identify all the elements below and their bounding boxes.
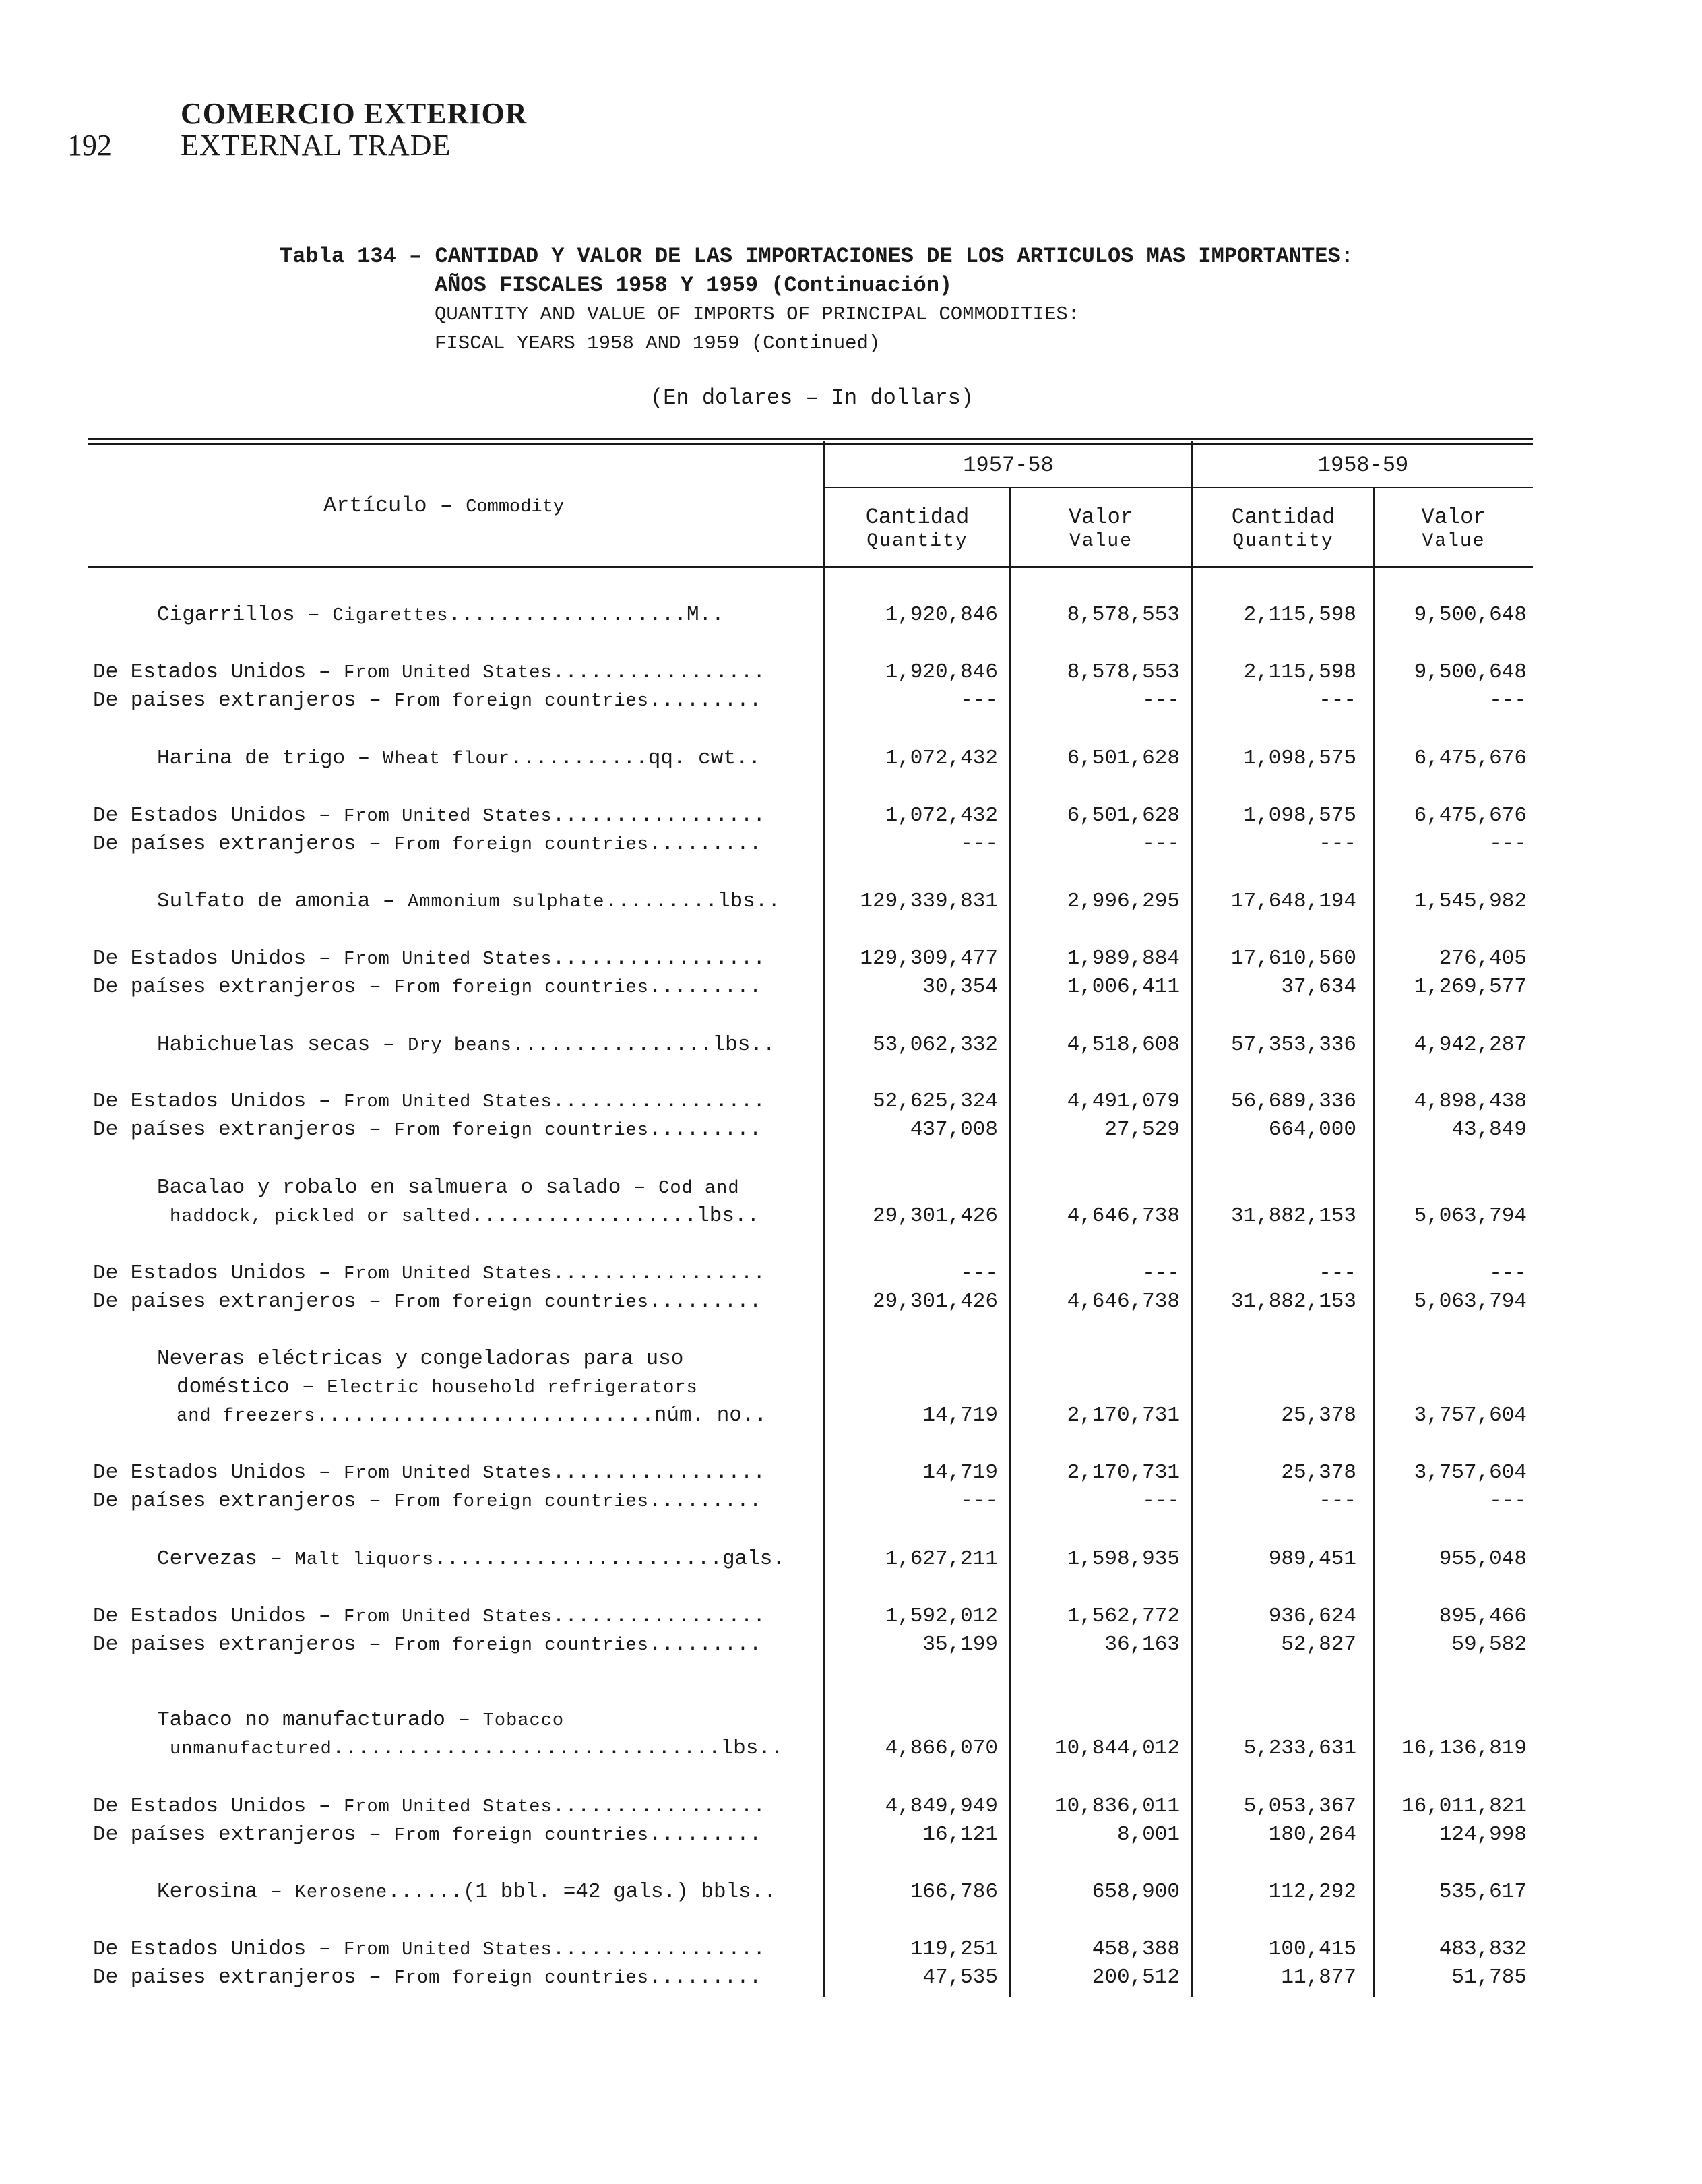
value-1957-58-cell: 6,501,628 [1067, 747, 1180, 770]
table-title-line-4: FISCAL YEARS 1958 AND 1959 (Continued) [435, 332, 881, 354]
quantity-1958-59-cell: 25,378 [1281, 1461, 1356, 1485]
value-1957-58-cell: 8,001 [1116, 1823, 1180, 1846]
year-1957-58-header: 1957-58 [963, 453, 1054, 478]
label-spanish: Tabaco no manufacturado – [157, 1708, 483, 1732]
row-label [177, 1375, 698, 1399]
quantity-header-en: Quantity [866, 531, 968, 552]
table-title-line-2: AÑOS FISCALES 1958 Y 1959 (Continuación) [435, 273, 953, 298]
quantity-1958-59-cell: 1,098,575 [1243, 747, 1356, 770]
leader-dots: ...............................lbs.. [332, 1737, 784, 1760]
quantity-1958-59-cell: 57,353,336 [1230, 1033, 1356, 1057]
label-english: From United States [344, 663, 553, 683]
leader-dots: ......... [648, 975, 762, 999]
label-english: From foreign countries [393, 835, 649, 855]
quantity-1957-58-cell: 129,339,831 [860, 890, 998, 913]
value-1958-59-cell: 1,545,982 [1414, 890, 1527, 913]
quantity-1957-58-cell: 47,535 [922, 1966, 998, 1989]
table-row [0, 1708, 1702, 1735]
value-header-1 [1011, 505, 1191, 554]
quantity-1958-59-cell: --- [1319, 689, 1356, 712]
value-1957-58-cell: 658,900 [1092, 1880, 1180, 1904]
value-1958-59-cell: 51,785 [1451, 1966, 1527, 1989]
row-label [93, 1090, 765, 1113]
value-1958-59-cell: 43,849 [1451, 1118, 1527, 1142]
label-english: Ammonium sulphate [408, 892, 605, 912]
table-row [0, 747, 1702, 774]
value-1957-58-cell: 2,170,731 [1067, 1404, 1180, 1427]
label-english: From United States [344, 949, 553, 970]
table-row [0, 1461, 1702, 1488]
label-english: From United States [344, 1264, 553, 1284]
quantity-header-2 [1193, 505, 1373, 554]
row-label [93, 1461, 765, 1485]
quantity-1957-58-cell: 16,121 [922, 1823, 998, 1846]
table-row [0, 1489, 1702, 1516]
table-row [0, 1261, 1702, 1288]
table-row [0, 1176, 1702, 1203]
value-1958-59-cell: 955,048 [1439, 1547, 1527, 1571]
quantity-1958-59-cell: 5,233,631 [1243, 1737, 1356, 1760]
row-label [93, 1823, 761, 1846]
quantity-1958-59-cell: 112,292 [1268, 1880, 1356, 1904]
table-row [0, 1090, 1702, 1117]
row-label [93, 660, 765, 684]
quantity-1957-58-cell: --- [960, 1261, 998, 1285]
label-english: From foreign countries [393, 1292, 649, 1313]
value-1958-59-cell: 4,942,287 [1414, 1033, 1527, 1057]
table-title-line-3: QUANTITY AND VALUE OF IMPORTS OF PRINCIPAL COMMODITIES: [435, 303, 1080, 325]
year-header-rule [823, 487, 1533, 488]
quantity-1957-58-cell: --- [960, 832, 998, 856]
quantity-1957-58-cell: 30,354 [922, 975, 998, 999]
quantity-1957-58-cell: 29,301,426 [872, 1290, 998, 1313]
table-row [0, 603, 1702, 630]
row-label [93, 1118, 761, 1142]
quantity-1957-58-cell: 1,920,846 [885, 660, 998, 684]
table-row [0, 1118, 1702, 1145]
label-english: From foreign countries [393, 978, 649, 998]
value-header-2 [1375, 505, 1533, 554]
table-row [0, 832, 1702, 859]
label-english: Cigarettes [332, 606, 449, 626]
value-1957-58-cell: --- [1142, 1261, 1180, 1285]
value-1957-58-cell: 458,388 [1092, 1937, 1180, 1961]
row-label [93, 804, 765, 828]
quantity-1957-58-cell: 53,062,332 [872, 1033, 998, 1057]
value-1958-59-cell: 3,757,604 [1414, 1404, 1527, 1427]
label-spanish: De países extranjeros – [93, 832, 394, 856]
label-english: Wheat flour [382, 749, 511, 770]
value-1958-59-cell: 535,617 [1439, 1880, 1527, 1904]
label-spanish: De Estados Unidos – [93, 1795, 344, 1818]
quantity-1958-59-cell: 1,098,575 [1243, 804, 1356, 828]
table-row [0, 1880, 1702, 1907]
label-spanish: doméstico – [177, 1375, 327, 1399]
quantity-1958-59-cell: --- [1319, 832, 1356, 856]
value-1958-59-cell: 16,136,819 [1401, 1737, 1527, 1760]
label-english: haddock, pickled or salted [170, 1207, 472, 1227]
label-english: From foreign countries [393, 1121, 649, 1141]
leader-dots: ...................M.. [448, 603, 724, 627]
row-label [157, 1547, 785, 1571]
leader-dots: ..................lbs.. [471, 1204, 760, 1228]
leader-dots: .........lbs.. [604, 890, 780, 913]
row-label [93, 1795, 765, 1818]
value-1958-59-cell: 5,063,794 [1414, 1290, 1527, 1313]
value-1957-58-cell: --- [1142, 1489, 1180, 1513]
leader-dots: ......... [648, 689, 762, 712]
label-spanish: De países extranjeros – [93, 689, 394, 712]
label-english: Electric household refrigerators [327, 1378, 698, 1398]
row-label [177, 1404, 767, 1427]
leader-dots: ................. [552, 947, 765, 970]
table-row [0, 1795, 1702, 1821]
label-spanish: De países extranjeros – [93, 1290, 394, 1313]
label-spanish: Cigarrillos – [157, 603, 333, 627]
value-1958-59-cell: 5,063,794 [1414, 1204, 1527, 1228]
quantity-1958-59-cell: 2,115,598 [1243, 660, 1356, 684]
label-english: Malt liquors [294, 1550, 435, 1570]
label-spanish: Sulfato de amonia – [157, 890, 408, 913]
article-column-header: Artículo – Commodity [323, 493, 565, 518]
value-1958-59-cell: --- [1489, 689, 1527, 712]
value-1957-58-cell: 1,562,772 [1067, 1604, 1180, 1628]
label-english: From foreign countries [393, 691, 649, 712]
value-1957-58-cell: --- [1142, 832, 1180, 856]
value-1958-59-cell: 3,757,604 [1414, 1461, 1527, 1485]
value-1958-59-cell: 895,466 [1439, 1604, 1527, 1628]
label-spanish: De Estados Unidos – [93, 1604, 344, 1628]
table-row [0, 1937, 1702, 1964]
table-row [0, 660, 1702, 687]
header-english: EXTERNAL TRADE [181, 129, 451, 162]
leader-dots: ................. [552, 660, 765, 684]
leader-dots: ................. [552, 1461, 765, 1485]
quantity-1958-59-cell: --- [1319, 1489, 1356, 1513]
value-1958-59-cell: --- [1489, 1489, 1527, 1513]
value-1957-58-cell: 4,646,738 [1067, 1290, 1180, 1313]
label-english: From foreign countries [393, 1826, 649, 1846]
label-spanish: Habichuelas secas – [157, 1033, 408, 1057]
leader-dots: ................. [552, 804, 765, 828]
label-spanish: De Estados Unidos – [93, 804, 344, 828]
quantity-1957-58-cell: 129,309,477 [860, 947, 998, 970]
leader-dots: ......(1 bbl. =42 gals.) bbls.. [387, 1880, 776, 1904]
quantity-1957-58-cell: 52,625,324 [872, 1090, 998, 1113]
label-english: and freezers [177, 1406, 316, 1427]
row-label [157, 1033, 776, 1057]
quantity-1958-59-cell: 17,648,194 [1230, 890, 1356, 913]
quantity-1958-59-cell: 25,378 [1281, 1404, 1356, 1427]
table-row [0, 689, 1702, 716]
table-row [0, 1290, 1702, 1317]
quantity-1958-59-cell: 52,827 [1281, 1633, 1356, 1656]
leader-dots: .......................gals. [434, 1547, 785, 1571]
row-label [93, 1290, 761, 1313]
value-1958-59-cell: --- [1489, 832, 1527, 856]
quantity-1957-58-cell: 4,866,070 [885, 1737, 998, 1760]
label-english: From foreign countries [393, 1968, 649, 1989]
table-title-line-1: Tabla 134 – CANTIDAD Y VALOR DE LAS IMPORTACIONES DE LOS ARTICULOS MAS IMPORTANTES: [280, 244, 1354, 269]
quantity-1958-59-cell: 5,053,367 [1243, 1795, 1356, 1818]
value-1957-58-cell: 2,170,731 [1067, 1461, 1180, 1485]
quantity-1958-59-cell: 31,882,153 [1230, 1204, 1356, 1228]
leader-dots: ......... [648, 1966, 762, 1989]
quantity-header-es: Cantidad [865, 505, 970, 530]
quantity-1958-59-cell: 17,610,560 [1230, 947, 1356, 970]
leader-dots: ......... [648, 1118, 762, 1142]
table-row [0, 890, 1702, 916]
row-label [93, 689, 761, 712]
quantity-1958-59-cell: 936,624 [1268, 1604, 1356, 1628]
header-spanish: COMERCIO EXTERIOR [181, 97, 528, 130]
leader-dots: ................. [552, 1604, 765, 1628]
label-english: Kerosene [294, 1883, 388, 1903]
value-1957-58-cell: 4,518,608 [1067, 1033, 1180, 1057]
label-english: Dry beans [408, 1036, 512, 1056]
row-label [157, 603, 724, 627]
year-1958-59-header: 1958-59 [1317, 453, 1409, 478]
quantity-header-1 [825, 505, 1009, 554]
quantity-1957-58-cell: --- [960, 689, 998, 712]
value-1957-58-cell: 27,529 [1104, 1118, 1180, 1142]
quantity-1958-59-cell: 100,415 [1268, 1937, 1356, 1961]
quantity-1957-58-cell: 1,072,432 [885, 747, 998, 770]
quantity-1957-58-cell: --- [960, 1489, 998, 1513]
value-1958-59-cell: 9,500,648 [1414, 603, 1527, 627]
quantity-1958-59-cell: 664,000 [1268, 1118, 1356, 1142]
row-label [93, 1604, 765, 1628]
quantity-1957-58-cell: 4,849,949 [885, 1795, 998, 1818]
label-spanish: Neveras eléctricas y congeladoras para uso [157, 1347, 684, 1371]
table-row [0, 1604, 1702, 1631]
label-spanish: De Estados Unidos – [93, 1937, 344, 1961]
row-label [93, 832, 761, 856]
article-header-es: Artículo [323, 493, 427, 518]
quantity-1957-58-cell: 119,251 [910, 1937, 998, 1961]
value-header-es: Valor [1421, 505, 1486, 530]
label-spanish: De Estados Unidos – [93, 660, 344, 684]
header-bottom-rule [88, 566, 1533, 568]
label-spanish: De países extranjeros – [93, 1489, 394, 1513]
quantity-1957-58-cell: 1,920,846 [885, 603, 998, 627]
value-1957-58-cell: --- [1142, 689, 1180, 712]
value-1957-58-cell: 36,163 [1104, 1633, 1180, 1656]
label-english: From United States [344, 1607, 553, 1627]
quantity-1957-58-cell: 29,301,426 [872, 1204, 998, 1228]
label-english: From foreign countries [393, 1492, 649, 1512]
value-1957-58-cell: 1,598,935 [1067, 1547, 1180, 1571]
row-label [170, 1737, 784, 1760]
value-1957-58-cell: 6,501,628 [1067, 804, 1180, 828]
units-note: (En dolares – In dollars) [650, 385, 974, 410]
table-top-rule-inner [88, 443, 1533, 445]
quantity-1958-59-cell: 37,634 [1281, 975, 1356, 999]
quantity-header-es: Cantidad [1231, 505, 1335, 530]
table-row [0, 1033, 1702, 1060]
value-1957-58-cell: 10,836,011 [1054, 1795, 1180, 1818]
leader-dots: ......... [648, 1489, 762, 1513]
value-1957-58-cell: 10,844,012 [1054, 1737, 1180, 1760]
table-row [0, 1375, 1702, 1402]
quantity-1958-59-cell: 989,451 [1268, 1547, 1356, 1571]
row-label [93, 1261, 765, 1285]
quantity-1958-59-cell: --- [1319, 1261, 1356, 1285]
row-label [157, 1176, 740, 1199]
row-label [157, 1347, 683, 1371]
row-label [170, 1204, 759, 1228]
table-row [0, 1547, 1702, 1574]
value-header-en: Value [1069, 531, 1133, 552]
quantity-1957-58-cell: 14,719 [922, 1404, 998, 1427]
quantity-1957-58-cell: 437,008 [910, 1118, 998, 1142]
quantity-1958-59-cell: 180,264 [1268, 1823, 1356, 1846]
value-1958-59-cell: 276,405 [1439, 947, 1527, 970]
quantity-1957-58-cell: 35,199 [922, 1633, 998, 1656]
row-label [157, 890, 780, 913]
label-spanish: De países extranjeros – [93, 1633, 394, 1656]
quantity-1958-59-cell: 11,877 [1281, 1966, 1356, 1989]
label-english: unmanufactured [170, 1739, 332, 1759]
value-1957-58-cell: 8,578,553 [1067, 660, 1180, 684]
value-1957-58-cell: 200,512 [1092, 1966, 1180, 1989]
quantity-1957-58-cell: 14,719 [922, 1461, 998, 1485]
label-spanish: De Estados Unidos – [93, 1461, 344, 1485]
leader-dots: ................. [552, 1261, 765, 1285]
value-header-es: Valor [1068, 505, 1133, 530]
label-english: From United States [344, 1797, 553, 1817]
value-1957-58-cell: 1,006,411 [1067, 975, 1180, 999]
table-row [0, 975, 1702, 1002]
row-label [93, 1937, 765, 1961]
row-label [93, 975, 761, 999]
value-1957-58-cell: 2,996,295 [1067, 890, 1180, 913]
label-spanish: De países extranjeros – [93, 1118, 394, 1142]
quantity-1957-58-cell: 1,627,211 [885, 1547, 998, 1571]
value-1958-59-cell: 124,998 [1439, 1823, 1527, 1846]
row-label [93, 1966, 761, 1989]
quantity-1957-58-cell: 1,592,012 [885, 1604, 998, 1628]
leader-dots: ......... [648, 1290, 762, 1313]
leader-dots: ......... [648, 832, 762, 856]
row-label [93, 1489, 761, 1513]
table-row [0, 1347, 1702, 1374]
label-spanish: De países extranjeros – [93, 975, 394, 999]
label-spanish: Bacalao y robalo en salmuera o salado – [157, 1176, 659, 1199]
quantity-1957-58-cell: 1,072,432 [885, 804, 998, 828]
label-spanish: Kerosina – [157, 1880, 295, 1904]
label-spanish: Harina de trigo – [157, 747, 383, 770]
quantity-header-en: Quantity [1232, 531, 1334, 552]
value-1957-58-cell: 4,646,738 [1067, 1204, 1180, 1228]
leader-dots: ......... [648, 1823, 762, 1846]
page-number: 192 [67, 129, 112, 162]
article-header-en: Commodity [466, 497, 565, 518]
row-label [157, 747, 761, 770]
label-english: Cod and [658, 1179, 740, 1199]
quantity-1958-59-cell: 31,882,153 [1230, 1290, 1356, 1313]
row-label [93, 947, 765, 970]
leader-dots: ................. [552, 1937, 765, 1961]
label-english: From United States [344, 1940, 553, 1960]
table-row [0, 1633, 1702, 1660]
value-header-en: Value [1422, 531, 1486, 552]
label-spanish: De Estados Unidos – [93, 1261, 344, 1285]
label-english: From foreign countries [393, 1635, 649, 1656]
label-spanish: De países extranjeros – [93, 1966, 394, 1989]
value-1958-59-cell: 9,500,648 [1414, 660, 1527, 684]
value-1958-59-cell: 4,898,438 [1414, 1090, 1527, 1113]
table-row [0, 1966, 1702, 1993]
value-1958-59-cell: 16,011,821 [1401, 1795, 1527, 1818]
leader-dots: ...........................núm. no.. [315, 1404, 767, 1427]
quantity-1957-58-cell: 166,786 [910, 1880, 998, 1904]
label-english: From United States [344, 807, 553, 827]
table-row [0, 947, 1702, 974]
label-english: Tobacco [482, 1711, 565, 1731]
table-row [0, 1737, 1702, 1764]
value-1958-59-cell: 6,475,676 [1414, 804, 1527, 828]
label-spanish: De Estados Unidos – [93, 1090, 344, 1113]
value-1957-58-cell: 8,578,553 [1067, 603, 1180, 627]
label-english: From United States [344, 1464, 553, 1484]
label-spanish: De países extranjeros – [93, 1823, 394, 1846]
value-1957-58-cell: 4,491,079 [1067, 1090, 1180, 1113]
value-1958-59-cell: 59,582 [1451, 1633, 1527, 1656]
table-row [0, 1404, 1702, 1431]
leader-dots: ...........qq. cwt.. [510, 747, 761, 770]
value-1958-59-cell: 483,832 [1439, 1937, 1527, 1961]
label-spanish: De Estados Unidos – [93, 947, 344, 970]
leader-dots: ................. [552, 1795, 765, 1818]
label-spanish: Cervezas – [157, 1547, 295, 1571]
value-1958-59-cell: 6,475,676 [1414, 747, 1527, 770]
value-1958-59-cell: --- [1489, 1261, 1527, 1285]
label-english: From United States [344, 1092, 553, 1113]
leader-dots: ................lbs.. [511, 1033, 776, 1057]
value-1957-58-cell: 1,989,884 [1067, 947, 1180, 970]
row-label [157, 1708, 564, 1732]
table-row [0, 1823, 1702, 1850]
row-label [157, 1880, 776, 1904]
table-row [0, 804, 1702, 831]
leader-dots: ......... [648, 1633, 762, 1656]
quantity-1958-59-cell: 56,689,336 [1230, 1090, 1356, 1113]
table-top-rule [88, 438, 1533, 440]
table-row [0, 1204, 1702, 1231]
leader-dots: ................. [552, 1090, 765, 1113]
value-1958-59-cell: 1,269,577 [1414, 975, 1527, 999]
quantity-1958-59-cell: 2,115,598 [1243, 603, 1356, 627]
row-label [93, 1633, 761, 1656]
